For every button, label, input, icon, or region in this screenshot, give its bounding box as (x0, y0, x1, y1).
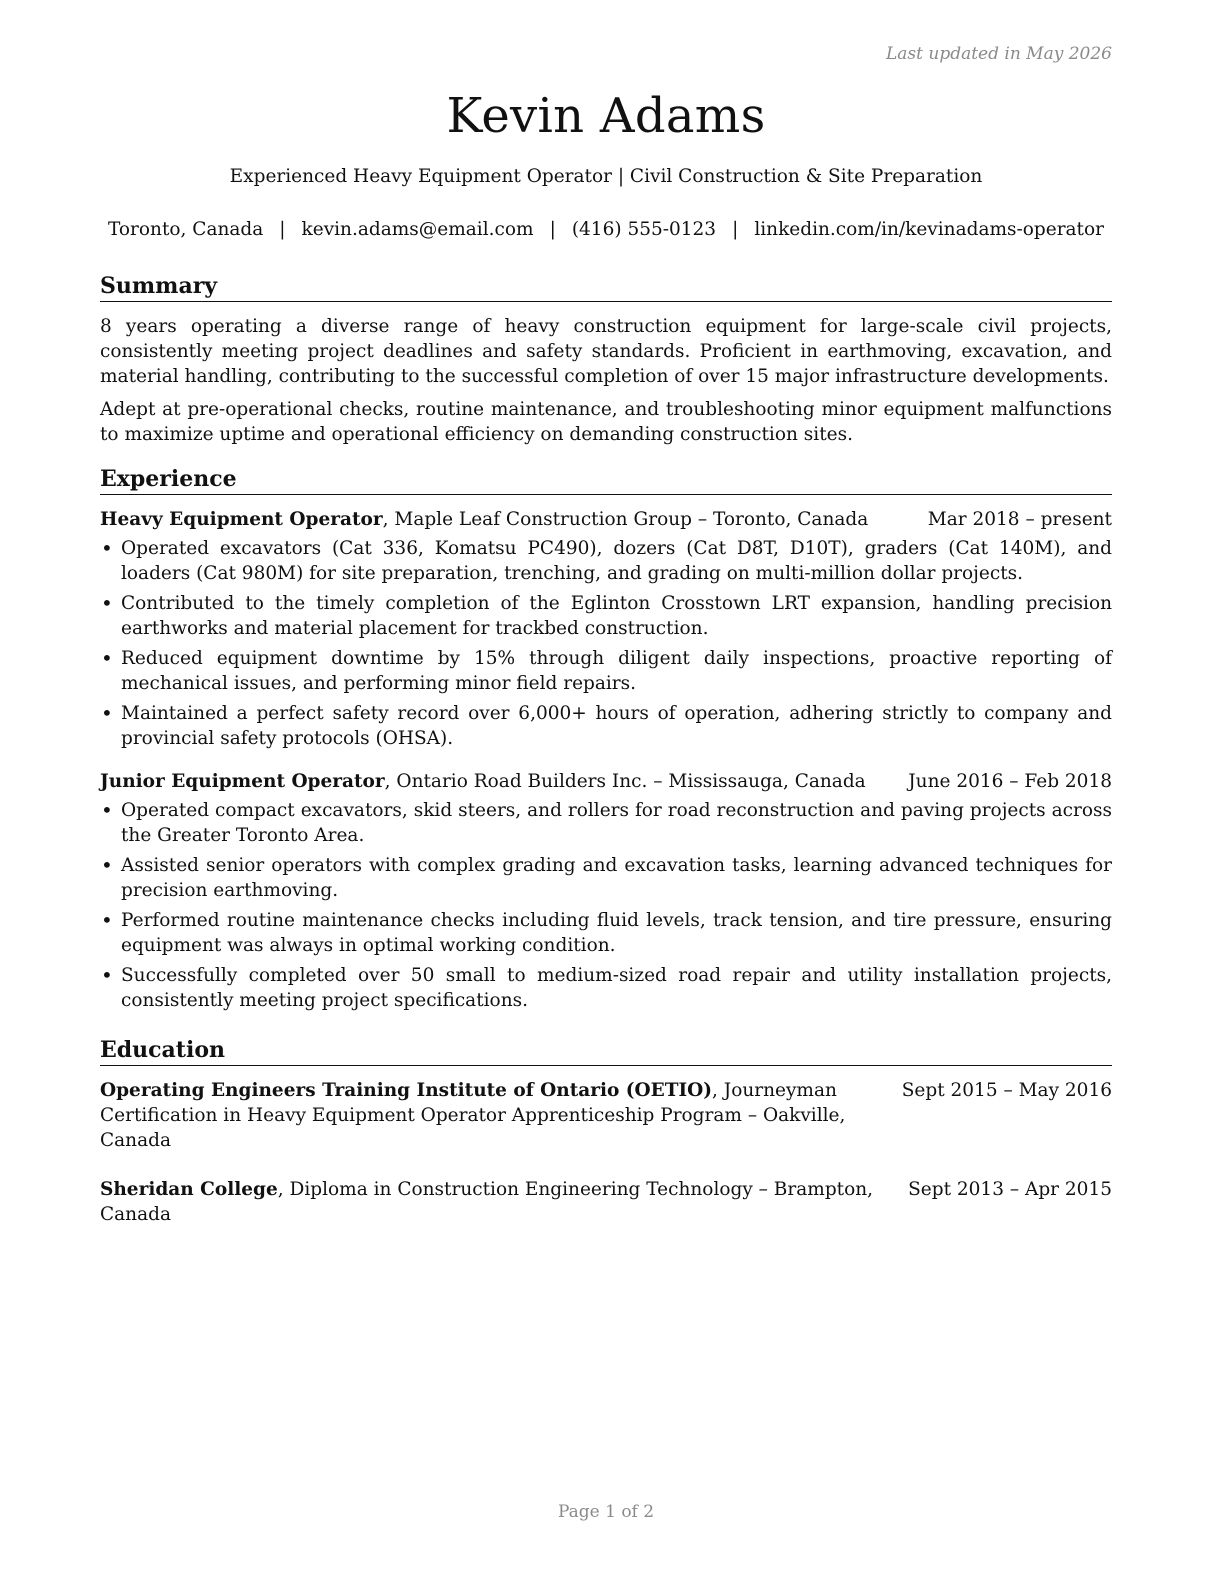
last-updated: Last updated in May 2026 (885, 44, 1112, 64)
job-bullet: • Contributed to the timely completion of the Eglinton Crosstown LRT expansion, handling precision earthworks and material placement for trackbed construction. (100, 591, 1112, 641)
contact-location: Toronto, Canada (108, 219, 264, 240)
job-role: Heavy Equipment Operator (100, 509, 383, 530)
job-details: , Ontario Road Builders Inc. – Mississauga, Canada (384, 771, 866, 792)
summary-paragraph: Adept at pre-operational checks, routine maintenance, and troubleshooting minor equipment malfunctions to maximize uptime and operational efficiency on demanding construction sites. (100, 399, 1112, 445)
contact-email[interactable]: kevin.adams@email.com (301, 219, 534, 240)
education-section (100, 1036, 1112, 1227)
section-title-summary: Summary (100, 272, 1112, 302)
job-dates: June 2016 – Feb 2018 (908, 771, 1112, 792)
education-dates: Sept 2013 – Apr 2015 (908, 1179, 1112, 1200)
education-description (100, 1078, 880, 1153)
job-entry (100, 507, 1112, 751)
contact-separator: | (279, 219, 286, 240)
job-header (100, 507, 1112, 532)
job-bullets (100, 536, 1112, 751)
job-entry (100, 769, 1112, 1013)
headline: Experienced Heavy Equipment Operator | Civil Construction & Site Preparation (229, 166, 983, 187)
job-bullet: • Operated excavators (Cat 336, Komatsu PC490), dozers (Cat D8T, D10T), graders (Cat 140M), and loaders (Cat 980M) for site preparation, trenching, and grading on multi-million dollar projects. (100, 536, 1112, 586)
education-institution: Sheridan College (100, 1179, 278, 1200)
experience-section (100, 465, 1112, 1018)
contact-phone[interactable]: (416) 555-0123 (571, 219, 717, 240)
section-title-experience: Experience (100, 465, 1112, 495)
education-entry (100, 1078, 1112, 1153)
education-details: , Journeyman Certification in Heavy Equipment Operator Apprenticeship Program – Oakville, Canada (100, 1080, 846, 1151)
education-institution: Operating Engineers Training Institute of Ontario (OETIO) (100, 1080, 713, 1101)
page-number: Page 1 of 2 (557, 1502, 655, 1522)
job-bullet: • Maintained a perfect safety record over 6,000+ hours of operation, adhering strictly to company and provincial safety protocols (OHSA). (100, 701, 1112, 751)
job-bullet: • Assisted senior operators with complex grading and excavation tasks, learning advanced techniques for precision earthmoving. (100, 853, 1112, 903)
job-role: Junior Equipment Operator (100, 771, 385, 792)
education-dates: Sept 2015 – May 2016 (901, 1080, 1112, 1101)
contact-separator: | (732, 219, 739, 240)
job-title-line (100, 507, 868, 532)
job-header (100, 769, 1112, 794)
job-bullet: • Operated compact excavators, skid steers, and rollers for road reconstruction and paving projects across the Greater Toronto Area. (100, 798, 1112, 848)
job-dates: Mar 2018 – present (927, 509, 1112, 530)
job-bullet: • Performed routine maintenance checks including fluid levels, track tension, and tire pressure, ensuring equipment was always in optimal working condition. (100, 908, 1112, 958)
job-bullets (100, 798, 1112, 1013)
job-bullet: • Successfully completed over 50 small to medium-sized road repair and utility installation projects, consistently meeting project specifications. (100, 963, 1112, 1013)
education-description (100, 1177, 880, 1227)
contact-linkedin[interactable]: linkedin.com/in/kevinadams-operator (754, 219, 1104, 240)
resume-page (100, 0, 1112, 1584)
section-title-education: Education (100, 1036, 1112, 1066)
candidate-name: Kevin Adams (446, 88, 766, 144)
job-details: , Maple Leaf Construction Group – Toronto, Canada (382, 509, 869, 530)
contact-line (100, 219, 1112, 240)
summary-section (100, 272, 1112, 455)
job-title-line (100, 769, 866, 794)
education-details: , Diploma in Construction Engineering Technology – Brampton, Canada (100, 1179, 874, 1225)
contact-separator: | (549, 219, 556, 240)
job-bullet: • Reduced equipment downtime by 15% through diligent daily inspections, proactive reporting of mechanical issues, and performing minor field repairs. (100, 646, 1112, 696)
summary-paragraph: 8 years operating a diverse range of heavy construction equipment for large-scale civil projects, consistently meeting project deadlines and safety standards. Proficient in earthmoving, excavation, and material handling, contributing to the successful completion of over 15 major infrastructure developments. (100, 316, 1112, 387)
education-entry (100, 1177, 1112, 1227)
